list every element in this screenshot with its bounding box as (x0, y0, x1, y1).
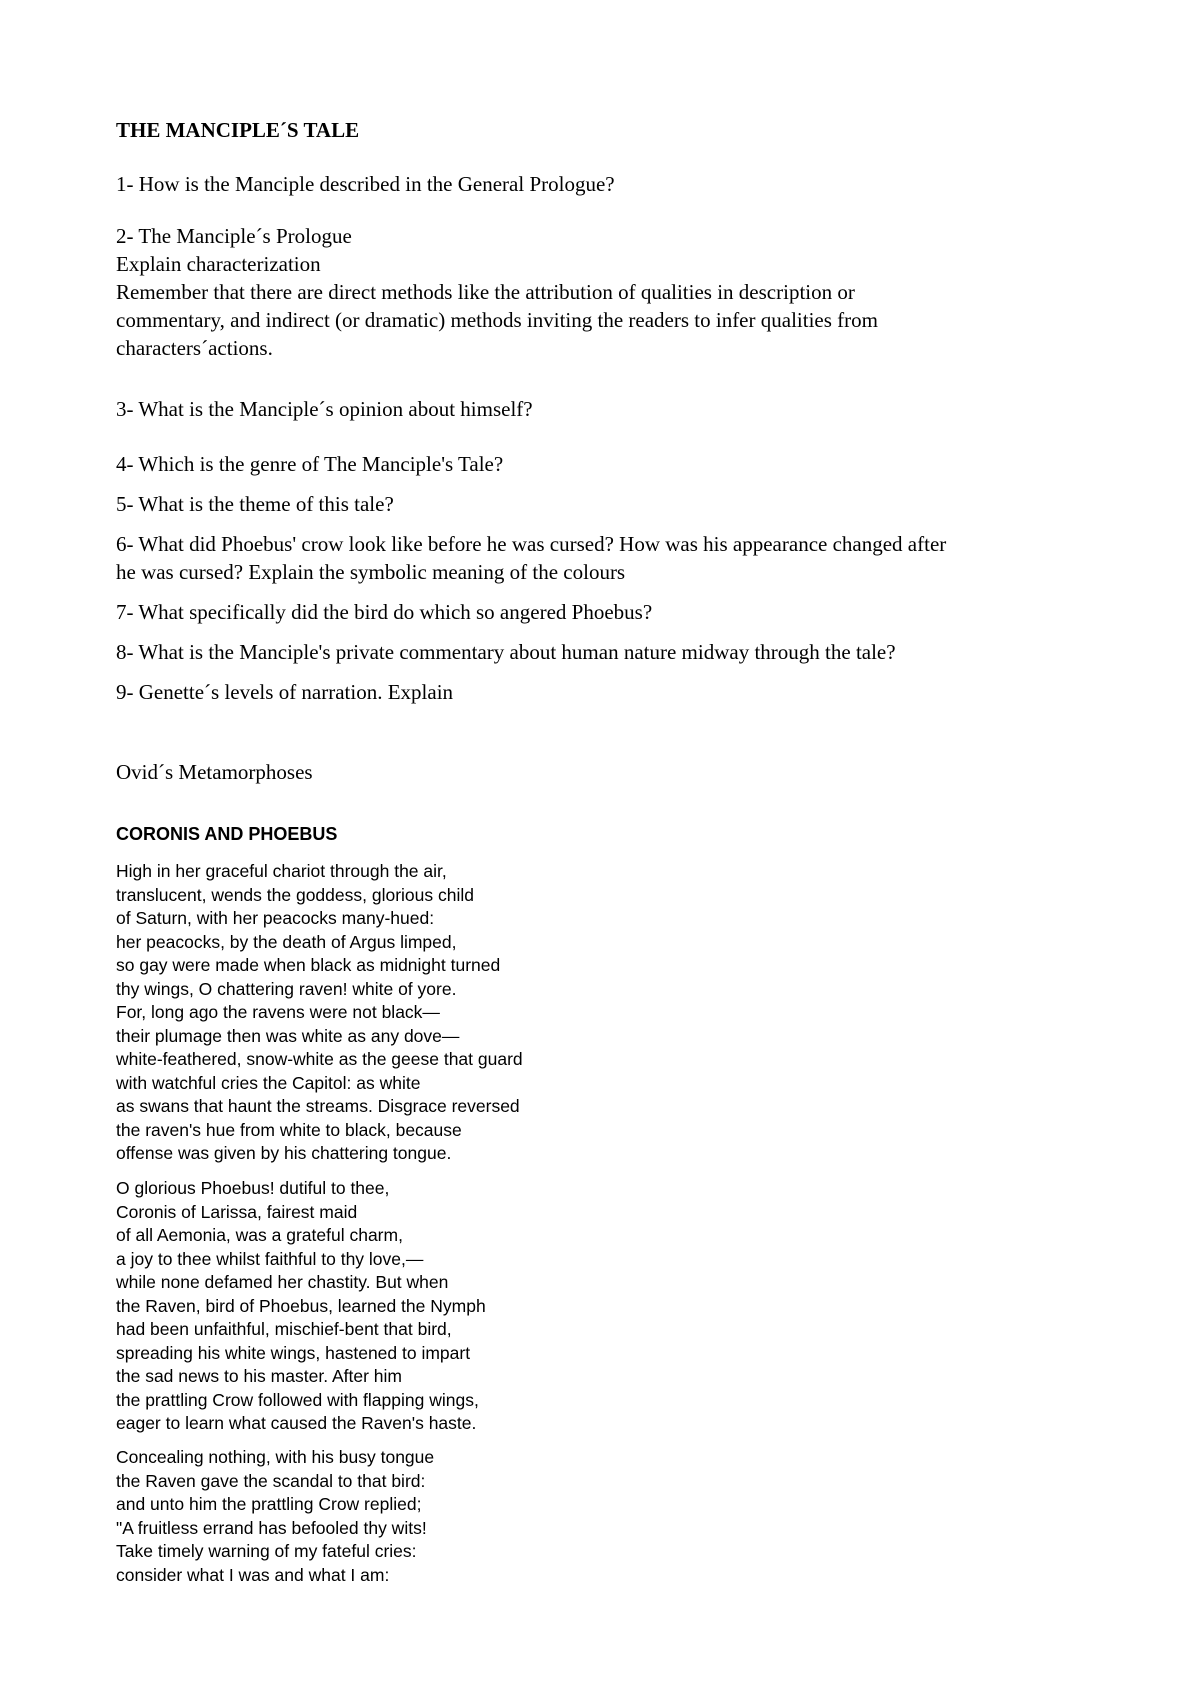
question-9: 9- Genette´s levels of narration. Explain (116, 680, 454, 704)
poem-line: while none defamed her chastity. But when (116, 1272, 449, 1292)
question-6-line: 6- What did Phoebus' crow look like before he was cursed? How was his appearance changed after (116, 532, 947, 556)
poem-line: For, long ago the ravens were not black— (116, 1002, 440, 1022)
question-2-subheading: Explain characterization (116, 252, 321, 276)
poem-line: as swans that haunt the streams. Disgrace reversed (116, 1096, 520, 1116)
poem-line: the Raven, bird of Phoebus, learned the Nymph (116, 1295, 486, 1316)
document-title: THE MANCIPLE´S TALE (116, 118, 360, 142)
poem-stanza-1 (116, 860, 1116, 1166)
question-6-line: he was cursed? Explain the symbolic meaning of the colours (116, 560, 626, 584)
question-1: 1- How is the Manciple described in the General Prologue? (116, 172, 615, 196)
poem-line: the prattling Crow followed with flapping wings, (116, 1389, 479, 1410)
poem-stanza-2 (116, 1177, 1116, 1436)
poem-line: Concealing nothing, with his busy tongue (116, 1447, 435, 1467)
poem-line: eager to learn what caused the Raven's haste. (116, 1413, 477, 1433)
question-7: 7- What specifically did the bird do which so angered Phoebus? (116, 600, 653, 624)
poem-line: O glorious Phoebus! dutiful to thee, (116, 1178, 390, 1198)
question-2-text-line: Remember that there are direct methods like the attribution of qualities in description or (116, 280, 855, 304)
poem-title: CORONIS AND PHOEBUS (116, 824, 338, 844)
question-6 (116, 530, 1116, 586)
question-2-heading: 2- The Manciple´s Prologue (116, 224, 352, 248)
poem-stanza-3 (116, 1446, 1116, 1587)
poem-line: the raven's hue from white to black, because (116, 1119, 462, 1140)
poem-line: "A fruitless errand has befooled thy wits! (116, 1517, 427, 1538)
poem-line: the sad news to his master. After him (116, 1366, 402, 1386)
poem-line: Coronis of Larissa, fairest maid (116, 1201, 358, 1222)
poem-line: white-feathered, snow-white as the geese that guard (116, 1049, 523, 1069)
source-heading: Ovid´s Metamorphoses (116, 760, 313, 784)
poem-line: with watchful cries the Capitol: as white (116, 1072, 421, 1093)
poem-line: offense was given by his chattering tongue. (116, 1143, 452, 1163)
poem-line: consider what I was and what I am: (116, 1564, 390, 1585)
poem-line: her peacocks, by the death of Argus limped, (116, 931, 457, 952)
question-3: 3- What is the Manciple´s opinion about himself? (116, 397, 533, 421)
question-2 (116, 222, 1116, 362)
poem-line: spreading his white wings, hastened to impart (116, 1342, 471, 1363)
question-5: 5- What is the theme of this tale? (116, 492, 394, 516)
question-2-text-line: characters´actions. (116, 336, 273, 360)
question-4: 4- Which is the genre of The Manciple's Tale? (116, 452, 504, 476)
poem-line: of all Aemonia, was a grateful charm, (116, 1225, 403, 1245)
poem-line: their plumage then was white as any dove— (116, 1025, 460, 1046)
poem-line: thy wings, O chattering raven! white of yore. (116, 978, 457, 999)
poem-line: the Raven gave the scandal to that bird: (116, 1470, 426, 1491)
poem-line: a joy to thee whilst faithful to thy love,— (116, 1248, 424, 1269)
question-2-text-line: commentary, and indirect (or dramatic) methods inviting the readers to infer qualities from (116, 308, 878, 332)
poem-line: had been unfaithful, mischief-bent that bird, (116, 1319, 452, 1339)
poem-line: and unto him the prattling Crow replied; (116, 1494, 422, 1514)
poem-line: so gay were made when black as midnight turned (116, 955, 501, 975)
poem-line: of Saturn, with her peacocks many-hued: (116, 908, 435, 928)
poem-line: Take timely warning of my fateful cries: (116, 1541, 417, 1561)
question-8: 8- What is the Manciple's private commentary about human nature midway through the tale? (116, 640, 896, 664)
poem-line: translucent, wends the goddess, glorious child (116, 884, 474, 905)
poem-line: High in her graceful chariot through the air, (116, 861, 447, 881)
